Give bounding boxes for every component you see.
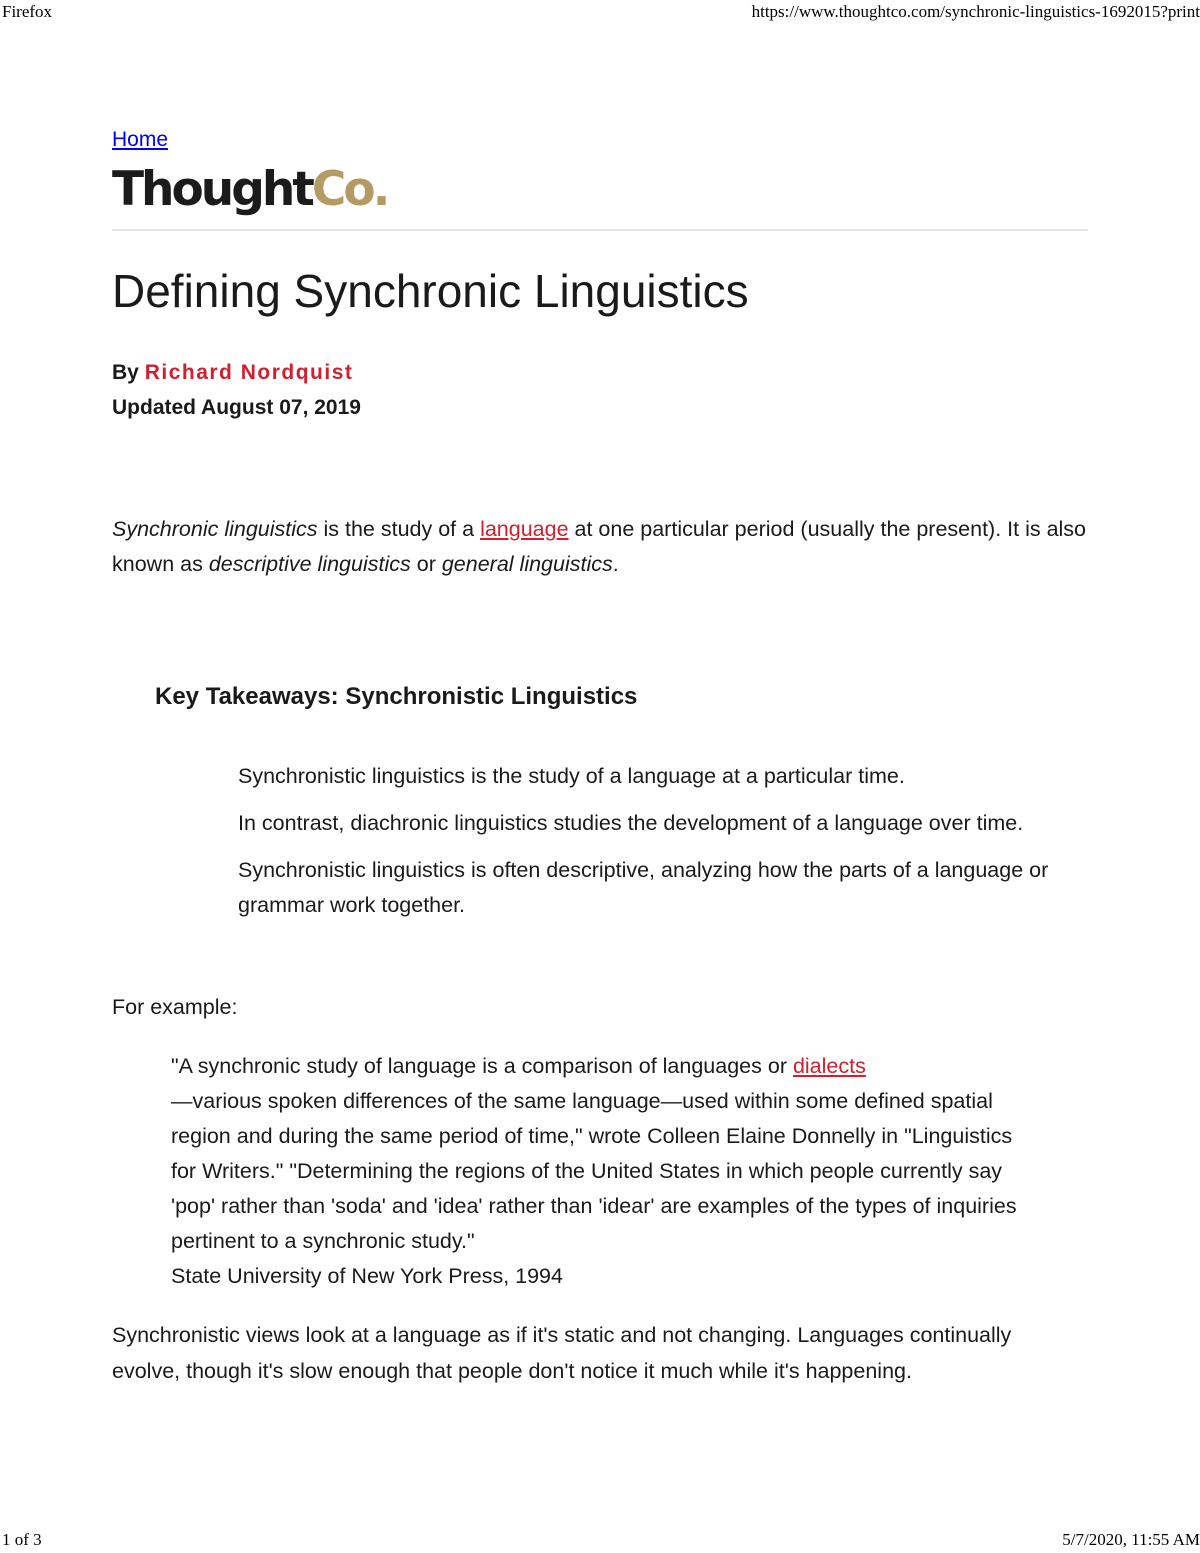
print-header-app: Firefox [2, 2, 53, 21]
home-link[interactable]: Home [112, 128, 169, 151]
dialects-link[interactable]: dialects [792, 1054, 866, 1078]
byline-prefix: By [112, 361, 139, 384]
quote-source: State University of New York Press, 1994 [171, 1264, 563, 1288]
thoughtco-logo[interactable] [112, 164, 1088, 220]
language-link[interactable]: language [480, 517, 569, 541]
print-datetime: 5/7/2020, 11:55 AM [1062, 1530, 1200, 1549]
byline [112, 356, 1088, 390]
takeaway-item: Synchronistic linguistics is the study of a language at a particular time. [238, 764, 905, 788]
intro-paragraph [112, 512, 1088, 582]
page-title: Defining Synchronic Linguistics [112, 265, 749, 317]
intro-term: Synchronic linguistics [112, 517, 318, 541]
intro-text-2: at one particular period (usually the present). It is also known as [112, 517, 1087, 576]
key-takeaways-heading: Key Takeaways: Synchronistic Linguistics [155, 683, 638, 710]
header-divider [112, 229, 1088, 231]
key-takeaways-list [238, 759, 1058, 923]
logo-part-co: Co. [311, 162, 388, 217]
quote-text-2: —various spoken differences of the same language—used within some defined spatial region and during the same period of time," wrote Colleen Elaine Donnelly in "Linguistics for Writers." "Determining the regions of the United States in which people currently say 'pop' rather than 'soda' and 'idea' rather than 'idear' are examples of the types of inquiries pertinent to a synchronic study." [171, 1089, 1017, 1253]
print-header [0, 2, 1200, 24]
takeaway-item: Synchronistic linguistics is often descriptive, analyzing how the parts of a language or grammar work together. [238, 858, 1049, 917]
article-content [112, 126, 1088, 1389]
page-number: 1 of 3 [2, 1530, 42, 1549]
print-footer [0, 1530, 1200, 1552]
quote-text-1: "A synchronic study of language is a comparison of languages or [171, 1054, 793, 1078]
intro-term-2: descriptive linguistics [208, 552, 411, 576]
intro-term-3: general linguistics [441, 552, 613, 576]
quote-block [171, 1049, 1031, 1294]
intro-text-4: . [612, 552, 619, 576]
print-header-url: https://www.thoughtco.com/synchronic-linguistics-1692015?print [751, 2, 1200, 21]
intro-text-3: or [410, 552, 442, 576]
takeaway-item: In contrast, diachronic linguistics studies the development of a language over time. [238, 811, 1024, 835]
for-example-label: For example: [112, 995, 238, 1019]
logo-part-thought: Thought [112, 162, 312, 217]
intro-text-1: is the study of a [317, 517, 481, 541]
updated-date: Updated August 07, 2019 [112, 396, 361, 419]
closing-paragraph: Synchronistic views look at a language as if it's static and not changing. Languages continually evolve, though it's slow enough that people don't notice it much while it's happening. [112, 1323, 1012, 1383]
author-name[interactable]: Richard Nordquist [144, 361, 354, 384]
